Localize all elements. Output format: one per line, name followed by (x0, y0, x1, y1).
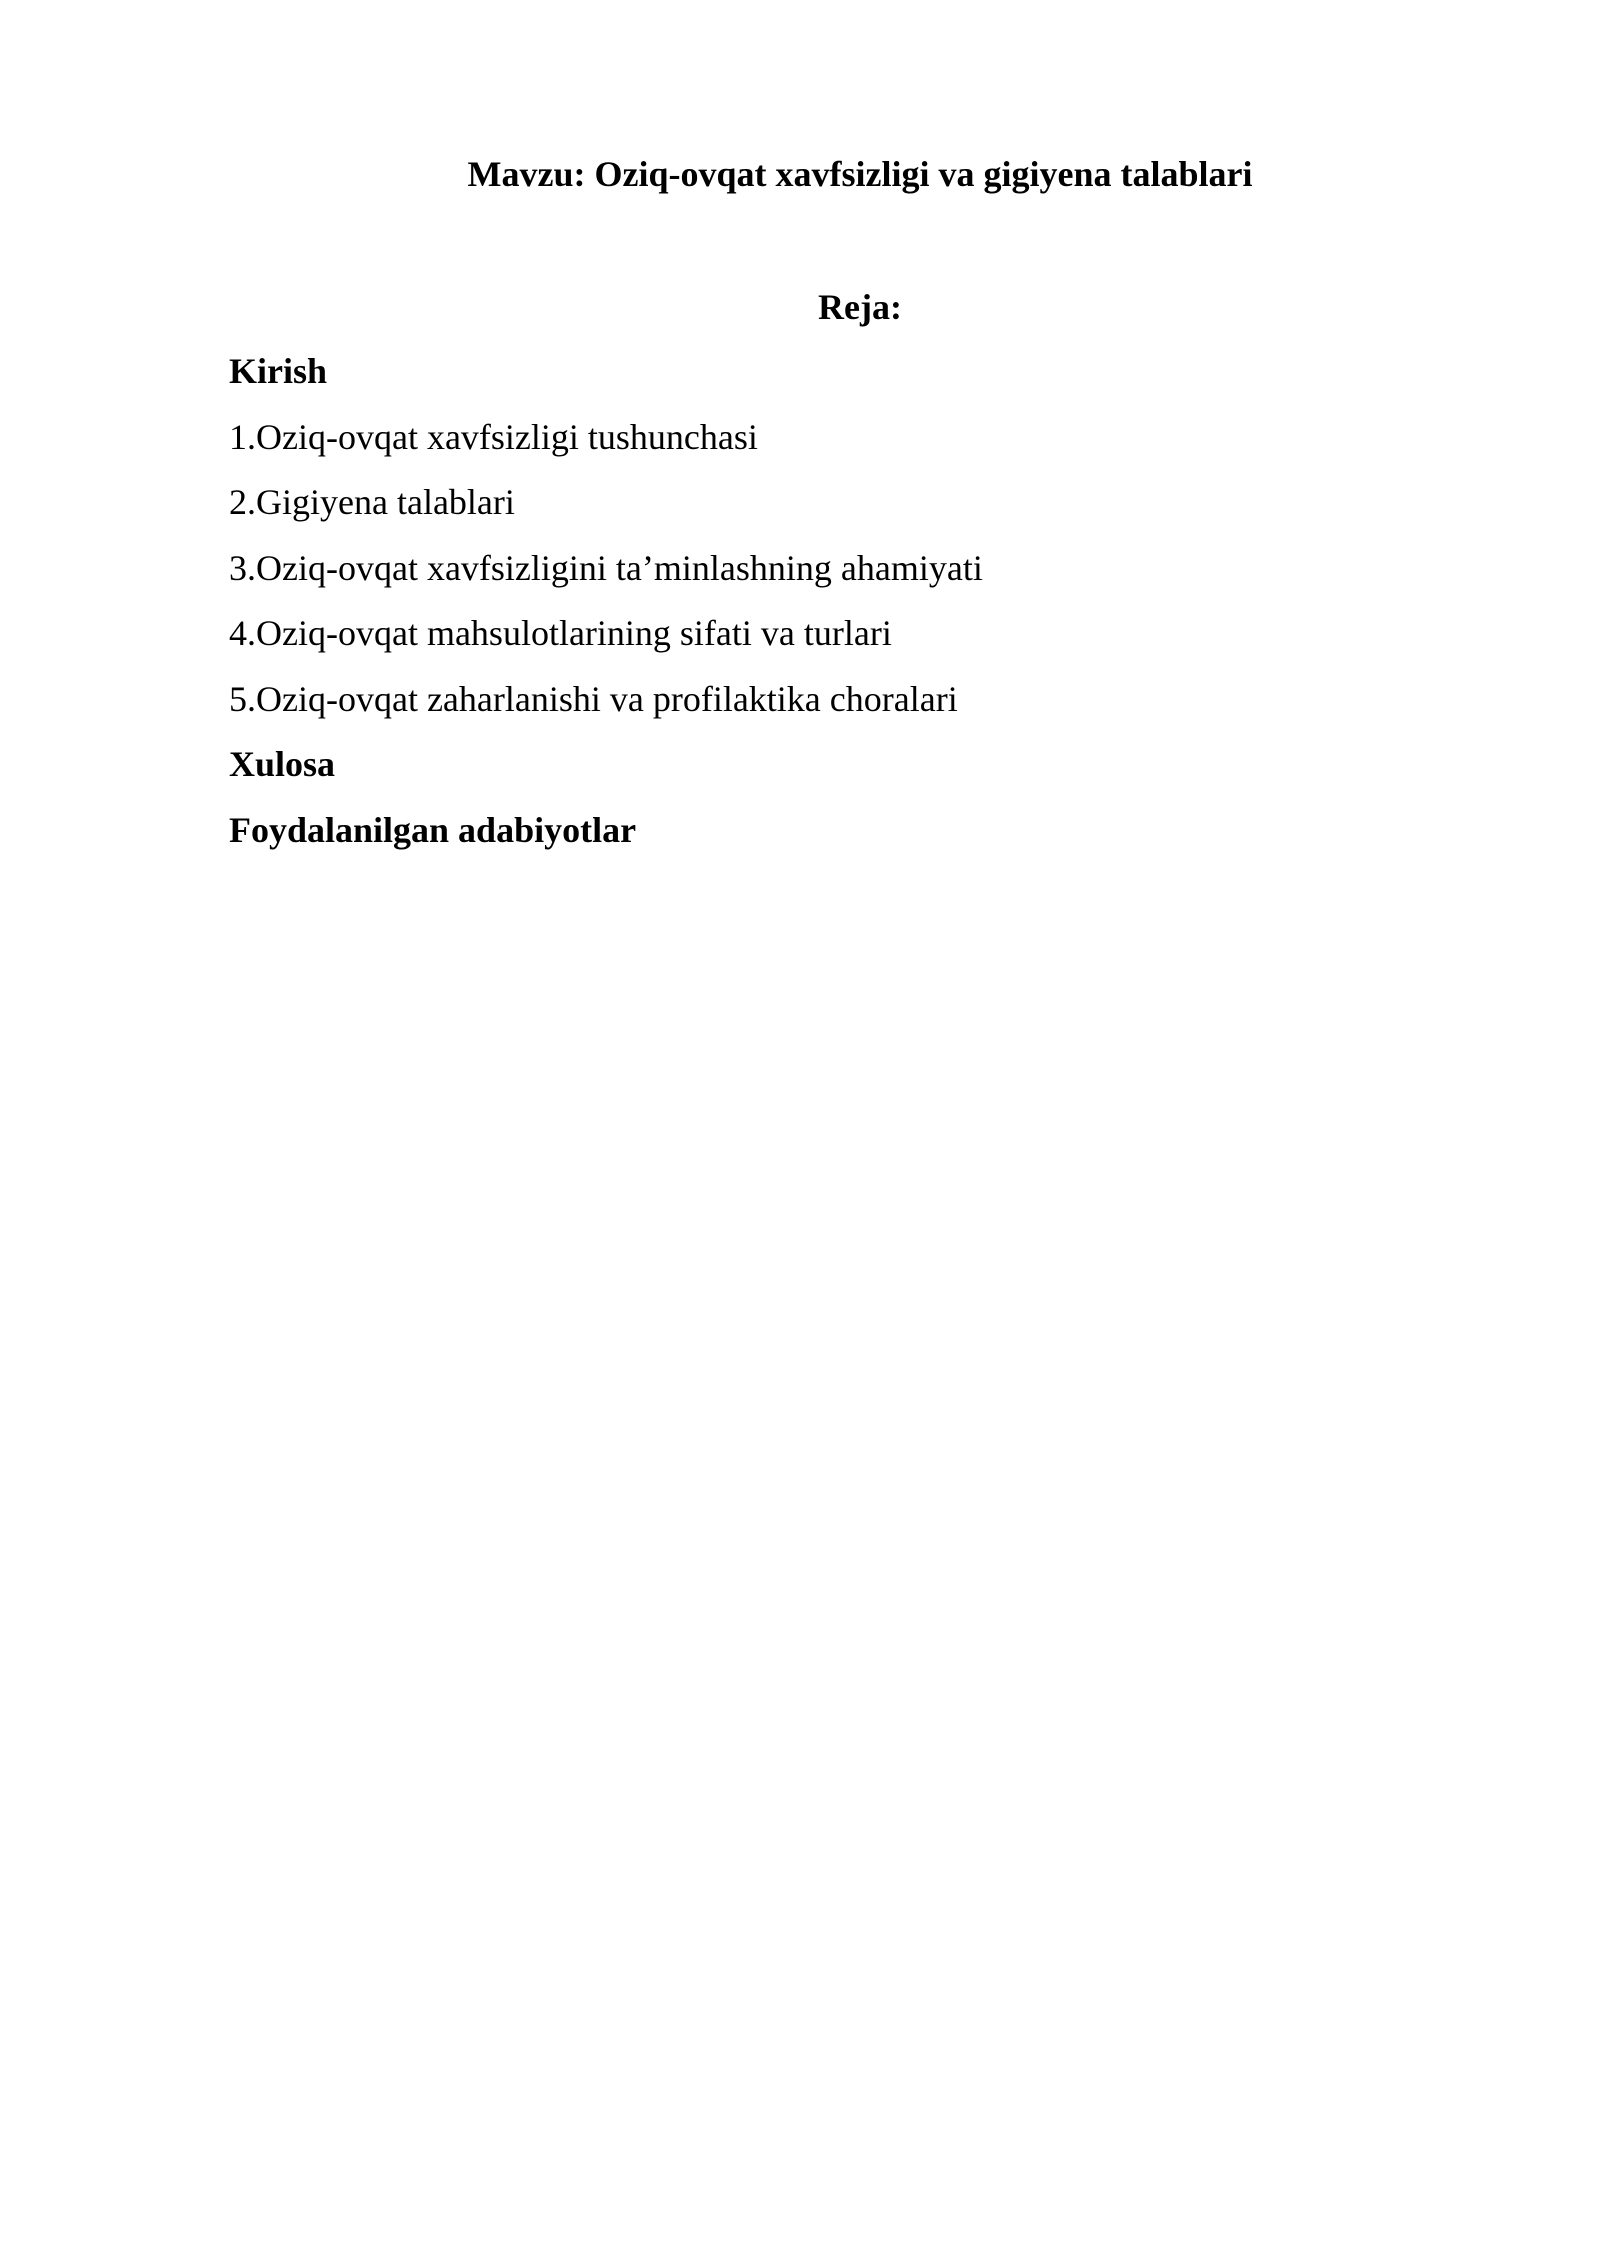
plan-item-references: Foydalanilgan adabiyotlar (229, 809, 637, 850)
plan-item-5: 5.Oziq-ovqat zaharlanishi va profilaktika choralari (229, 678, 958, 719)
plan-item-2: 2.Gigiyena talablari (229, 482, 515, 522)
plan-item-3: 3.Oziq-ovqat xavfsizligini ta’minlashning ahamiyati (229, 547, 983, 588)
plan-list (229, 349, 983, 873)
document-title-text: Mavzu: Oziq-ovqat xavfsizligi va gigiyena talablari (467, 154, 1253, 194)
plan-heading: Reja: (818, 287, 902, 327)
plan-item-4: 4.Oziq-ovqat mahsulotlarining sifati va turlari (229, 613, 892, 653)
plan-item-1: 1.Oziq-ovqat xavfsizligi tushunchasi (229, 416, 758, 457)
plan-item-introduction: Kirish (229, 351, 328, 391)
document-title (0, 152, 1600, 196)
plan-item-conclusion: Xulosa (229, 744, 336, 784)
